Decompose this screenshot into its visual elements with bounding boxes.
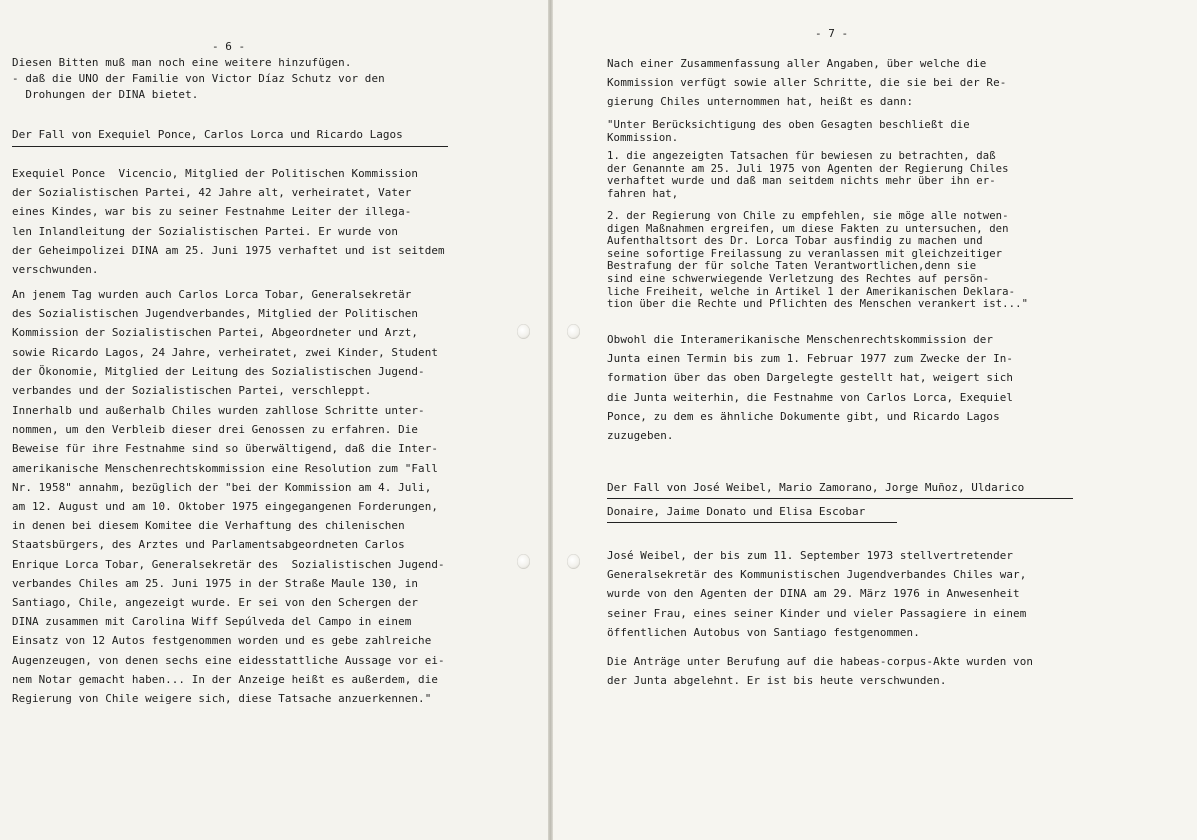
text-line: Kommission der Sozialistischen Partei, Abgeordneter und Arzt, [12,326,419,340]
paragraph [12,401,445,708]
text-line: der Sozialistischen Partei, 42 Jahre alt, verheiratet, Vater [12,186,412,200]
section-heading-left: Der Fall von Exequiel Ponce, Carlos Lorca und Ricardo Lagos [12,128,403,141]
text-line: amerikanische Menschenrechtskommission eine Resolution zum "Fall [12,461,439,475]
text-line: verhaftet wurde und daß man seitdem nichts mehr über ihn er- [607,175,996,188]
punch-hole-icon [567,324,580,339]
text-line: seiner Frau, eines seiner Kinder und vieler Passagiere in einem [607,606,1027,620]
paragraph [12,285,438,400]
text-line: Innerhalb und außerhalb Chiles wurden zahllose Schritte unter- [12,404,425,417]
text-line: verschwunden. [12,263,99,277]
text-line: Regierung von Chile weigere sich, diese Tatsache anzuerkennen." [12,692,432,706]
section-heading-right-line1: Der Fall von José Weibel, Mario Zamorano, Jorge Muñoz, Uldarico [607,481,1025,494]
text-line: liche Freiheit, welche in Artikel 1 der Amerikanischen Deklara- [607,285,1016,298]
text-line: der Junta abgelehnt. Er ist bis heute verschwunden. [607,674,947,688]
text-line: fahren hat, [607,187,679,200]
text-line: An jenem Tag wurden auch Carlos Lorca Tobar, Generalsekretär [12,288,412,301]
heading-underline [607,522,897,523]
text-line: sowie Ricardo Lagos, 24 Jahre, verheiratet, zwei Kinder, Student [12,345,439,359]
text-line: digen Maßnahmen ergreifen, um diese Fakten zu untersuchen, den [607,222,1009,235]
quote-intro [607,119,970,144]
text-line: José Weibel, der bis zum 11. September 1973 stellvertretender [607,549,1014,562]
paragraph [12,164,445,279]
text-line: Drohungen der DINA bietet. [12,88,199,101]
page-number-left: - 6 - [212,40,246,53]
text-line: Augenzeugen, von denen sechs eine eidesstattliche Aussage vor ei- [12,653,445,667]
text-line: - daß die UNO der Familie von Victor Díaz Schutz vor den [12,72,385,85]
text-line: nommen, um den Verbleib dieser drei Genossen zu erfahren. Die [12,423,419,437]
section-heading-right-line2: Donaire, Jaime Donato und Elisa Escobar [607,505,866,518]
text-line: zuzugeben. [607,429,674,443]
text-line: "Unter Berücksichtigung des oben Gesagten beschließt die [607,119,970,131]
text-line: seine sofortige Freilassung zu veranlassen mit gleichzeitiger [607,247,1003,260]
text-line: Junta einen Termin bis zum 1. Februar 1977 zum Zwecke der In- [607,352,1014,366]
text-line: die Junta weiterhin, die Festnahme von Carlos Lorca, Exequiel [607,390,1014,404]
punch-hole-icon [567,554,580,569]
paragraph [607,330,1013,445]
text-line: Bestrafung der für solche Taten Verantwortlichen,denn sie [607,260,977,273]
text-line: der Genannte am 25. Juli 1975 von Agenten der Regierung Chiles [607,162,1009,175]
heading-underline [607,498,1073,499]
text-line: Aufenthaltsort des Dr. Lorca Tobar ausfindig zu machen und [607,235,983,248]
page-number-right: - 7 - [815,27,849,40]
text-line: nem Notar gemacht haben... In der Anzeige heißt es außerdem, die [12,672,439,686]
text-line: Diesen Bitten muß man noch eine weitere hinzufügen. [12,56,352,69]
text-line: Staatsbürgers, des Arztes und Parlamentsabgeordneten Carlos [12,538,405,552]
text-line: Nach einer Zusammenfassung aller Angaben, über welche die [607,57,987,70]
text-line: öffentlichen Autobus von Santiago festgenommen. [607,625,920,639]
quote-item [607,150,1009,200]
text-line: sind eine schwerwiegende Verletzung des Rechtes auf persön- [607,272,990,285]
text-line: in denen bei diesem Komitee die Verhaftung des chilenischen [12,519,405,533]
text-line: des Sozialistischen Jugendverbandes, Mitglied der Politischen [12,307,419,321]
page-fold [548,0,553,840]
paragraph [607,546,1026,642]
text-line: Enrique Lorca Tobar, Generalsekretär des Sozialistischen Jugend- [12,557,445,571]
intro-text [12,55,385,103]
text-line: Einsatz von 12 Autos festgenommen worden und es gebe zahlreiche [12,634,432,648]
text-line: Kommission. [607,131,679,144]
text-line: der Geheimpolizei DINA am 25. Juni 1975 verhaftet und ist seitdem [12,243,445,257]
text-line: Beweise für ihre Festnahme sind so überwältigend, daß die Inter- [12,442,439,456]
text-line: tion über die Rechte und Pflichten des Menschen verankert ist..." [607,298,1029,311]
text-line: Santiago, Chile, angezeigt wurde. Er sei von den Schergen der [12,596,419,610]
punch-hole-icon [517,324,530,339]
text-line: Ponce, zu dem es ähnliche Dokumente gibt, und Ricardo Lagos [607,409,1000,423]
text-line: Die Anträge unter Berufung auf die habeas-corpus-Akte wurden von [607,655,1034,668]
heading-underline [12,146,448,147]
paragraph [607,652,1033,690]
text-line: len Inlandleitung der Sozialistischen Partei. Er wurde von [12,224,399,238]
text-line: formation über das oben Dargelegte gestellt hat, weigert sich [607,371,1014,385]
text-line: der Ökonomie, Mitglied der Leitung des Sozialistischen Jugend- [12,364,425,378]
text-line: Nr. 1958" annahm, bezüglich der "bei der Kommission am 4. Juli, [12,480,432,494]
text-line: verbandes Chiles am 25. Juni 1975 in der Straße Maule 130, in [12,576,419,590]
text-line: am 12. August und am 10. Oktober 1975 eingegangenen Forderungen, [12,500,439,514]
text-line: Exequiel Ponce Vicencio, Mitglied der Politischen Kommission [12,167,419,180]
paragraph [607,54,1006,112]
text-line: DINA zusammen mit Carolina Wiff Sepúlveda del Campo in einem [12,615,412,629]
text-line: Generalsekretär des Kommunistischen Jugendverbandes Chiles war, [607,568,1027,582]
punch-hole-icon [517,554,530,569]
text-line: verbandes und der Sozialistischen Partei, verschleppt. [12,384,372,398]
text-line: Obwohl die Interamerikanische Menschenrechtskommission der [607,333,994,346]
text-line: eines Kindes, war bis zu seiner Festnahme Leiter der illega- [12,205,412,219]
quote-item [607,210,1028,311]
text-line: Kommission verfügt sowie aller Schritte, die sie bei der Re- [607,76,1007,90]
text-line: wurde von den Agenten der DINA am 29. März 1976 in Anwesenheit [607,587,1020,601]
text-line: gierung Chiles unternommen hat, heißt es dann: [607,95,914,109]
text-line: 1. die angezeigten Tatsachen für bewiesen zu betrachten, daß [607,150,996,162]
text-line: 2. der Regierung von Chile zu empfehlen, sie möge alle notwen- [607,210,1009,222]
